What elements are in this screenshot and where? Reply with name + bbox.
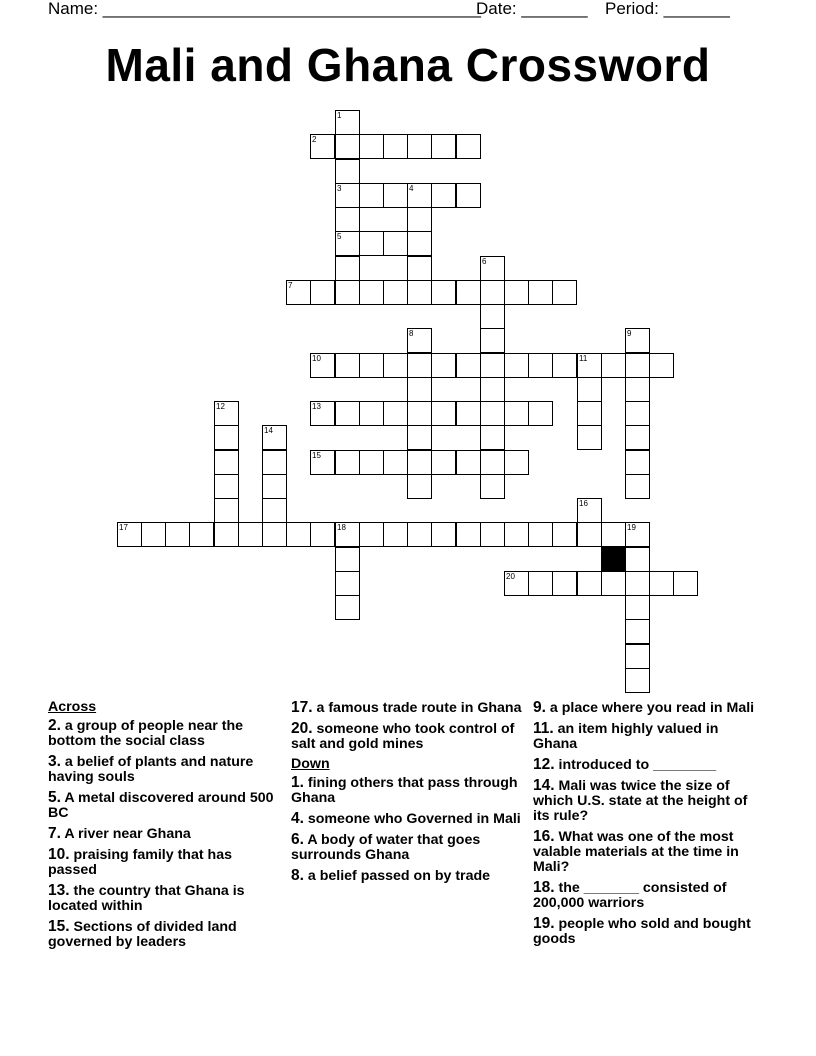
page-title: Mali and Ghana Crossword (105, 39, 711, 91)
crossword-cell[interactable] (577, 571, 602, 596)
clue-item-number: 10. (48, 846, 70, 863)
clue-item-number: 7. (48, 825, 61, 842)
crossword-cell[interactable] (214, 522, 239, 547)
crossword-cell[interactable] (577, 425, 602, 450)
crossword-cell[interactable] (189, 522, 214, 547)
crossword-cell[interactable] (625, 644, 650, 669)
crossword-cell[interactable] (480, 474, 505, 499)
clue-item (291, 868, 523, 884)
crossword-cell[interactable] (335, 134, 360, 159)
crossword-cell[interactable] (431, 280, 456, 305)
clue-item-text: Sections of divided land governed by leaders (48, 919, 237, 950)
clue-column-3 (533, 700, 765, 952)
crossword-cell[interactable] (335, 231, 360, 256)
crossword-cell[interactable] (383, 401, 408, 426)
crossword-cell[interactable] (480, 450, 505, 475)
clue-item-number: 1. (291, 774, 304, 791)
crossword-cell[interactable] (625, 668, 650, 693)
clue-number: 2 (312, 135, 317, 144)
crossword-cell[interactable] (214, 401, 239, 426)
crossword-cell[interactable] (625, 353, 650, 378)
clue-item-text: the _______ consisted of 200,000 warriors (533, 880, 727, 911)
clue-item-text: A river near Ghana (60, 826, 191, 842)
clue-item (533, 778, 765, 824)
crossword-cell[interactable] (407, 183, 432, 208)
crossword-cell[interactable] (625, 619, 650, 644)
crossword-cell[interactable] (407, 522, 432, 547)
crossword-cell[interactable] (262, 474, 287, 499)
clue-item (533, 757, 765, 773)
clue-item-number: 5. (48, 789, 61, 806)
crossword-cell[interactable] (359, 183, 384, 208)
crossword-cell[interactable] (601, 522, 626, 547)
clue-item-number: 12. (533, 756, 555, 773)
crossword-cell[interactable] (335, 207, 360, 232)
crossword-cell[interactable] (335, 183, 360, 208)
crossword-cell[interactable] (214, 474, 239, 499)
crossword-cell[interactable] (383, 280, 408, 305)
clue-item-text: What was one of the most valable materials at the time in Mali? (533, 829, 739, 875)
clue-item-number: 17. (291, 699, 313, 716)
crossword-cell[interactable] (310, 134, 335, 159)
date-field[interactable]: Date: _______ (476, 0, 588, 18)
crossword-cell[interactable] (335, 159, 360, 184)
crossword-cell[interactable] (431, 522, 456, 547)
crossword-cell[interactable] (214, 498, 239, 523)
crossword-cell[interactable] (456, 450, 481, 475)
clue-number: 8 (409, 329, 414, 338)
crossword-cell[interactable] (504, 353, 529, 378)
crossword-cell[interactable] (359, 522, 384, 547)
crossword-cell[interactable] (456, 134, 481, 159)
crossword-cell[interactable] (504, 522, 529, 547)
clue-number: 13 (312, 402, 321, 411)
clue-item-text: a place where you read in Mali (545, 700, 755, 716)
crossword-cell[interactable] (262, 425, 287, 450)
crossword-cell[interactable] (480, 377, 505, 402)
crossword-cell[interactable] (359, 450, 384, 475)
crossword-cell[interactable] (286, 522, 311, 547)
crossword-cell[interactable] (383, 231, 408, 256)
clue-number: 7 (288, 281, 293, 290)
crossword-cell[interactable] (480, 401, 505, 426)
clue-item-number: 16. (533, 828, 555, 845)
clue-item-text: the country that Ghana is located within (48, 883, 245, 914)
crossword-cell[interactable] (480, 353, 505, 378)
crossword-cell[interactable] (480, 256, 505, 281)
crossword-cell[interactable] (601, 571, 626, 596)
crossword-cell[interactable] (577, 377, 602, 402)
crossword-cell[interactable] (383, 183, 408, 208)
crossword-cell[interactable] (310, 522, 335, 547)
crossword-cell[interactable] (383, 450, 408, 475)
clue-column-1 (48, 700, 280, 955)
crossword-cell[interactable] (335, 571, 360, 596)
crossword-cell[interactable] (552, 522, 577, 547)
crossword-cell[interactable] (504, 280, 529, 305)
crossword-cell[interactable] (577, 522, 602, 547)
crossword-cell[interactable] (383, 522, 408, 547)
clue-item-text: fining others that pass through Ghana (291, 775, 518, 806)
crossword-cell[interactable] (456, 353, 481, 378)
clue-item-text: introduced to ________ (554, 757, 717, 773)
clue-number: 15 (312, 451, 321, 460)
crossword-cell[interactable] (625, 425, 650, 450)
crossword-cell[interactable] (359, 231, 384, 256)
clue-item-text: A metal discovered around 500 BC (48, 790, 274, 821)
across-heading: Across (48, 699, 97, 715)
crossword-cell[interactable] (214, 450, 239, 475)
clue-item (48, 790, 280, 821)
crossword-cell[interactable] (335, 256, 360, 281)
crossword-cell[interactable] (310, 401, 335, 426)
clue-item-text: people who sold and bought goods (533, 916, 751, 947)
crossword-cell[interactable] (359, 401, 384, 426)
crossword-cell[interactable] (117, 522, 142, 547)
crossword-cell[interactable] (407, 401, 432, 426)
crossword-cell[interactable] (407, 474, 432, 499)
crossword-cell[interactable] (262, 522, 287, 547)
clue-item (291, 721, 523, 752)
crossword-cell[interactable] (335, 522, 360, 547)
crossword-cell[interactable] (407, 280, 432, 305)
crossword-cell[interactable] (165, 522, 190, 547)
crossword-cell[interactable] (625, 522, 650, 547)
crossword-cell[interactable] (407, 353, 432, 378)
down-heading: Down (291, 756, 330, 772)
clue-number: 6 (482, 257, 487, 266)
crossword-cell[interactable] (480, 425, 505, 450)
crossword-cell[interactable] (407, 425, 432, 450)
clue-item (48, 847, 280, 878)
clue-item-text: praising family that has passed (48, 847, 232, 878)
crossword-cell[interactable] (480, 328, 505, 353)
clue-item (533, 916, 765, 947)
crossword-cell[interactable] (431, 183, 456, 208)
clue-item (533, 829, 765, 875)
crossword-cell[interactable] (335, 353, 360, 378)
clue-item-number: 3. (48, 753, 61, 770)
clue-column-2 (291, 700, 523, 889)
clue-item (533, 700, 765, 716)
crossword-cell[interactable] (431, 450, 456, 475)
crossword-cell[interactable] (456, 522, 481, 547)
clue-item-number: 6. (291, 831, 304, 848)
clue-item (48, 919, 280, 950)
crossword-cell[interactable] (480, 522, 505, 547)
clue-item (533, 880, 765, 911)
crossword-cell[interactable] (625, 595, 650, 620)
clue-item-text: an item highly valued in Ghana (533, 721, 719, 752)
crossword-cell[interactable] (577, 498, 602, 523)
clue-item (48, 754, 280, 785)
crossword-cell[interactable] (310, 353, 335, 378)
crossword-cell[interactable] (335, 450, 360, 475)
crossword-cell[interactable] (335, 110, 360, 135)
crossword-cell[interactable] (359, 134, 384, 159)
crossword-cell[interactable] (407, 328, 432, 353)
clue-item-number: 19. (533, 915, 555, 932)
clue-number: 11 (579, 354, 588, 363)
clue-item-text: someone who took control of salt and gold mines (291, 721, 515, 752)
crossword-cell[interactable] (528, 522, 553, 547)
clue-item (291, 775, 523, 806)
clue-item-number: 4. (291, 810, 304, 827)
crossword-cell[interactable] (262, 498, 287, 523)
crossword-cell[interactable] (262, 450, 287, 475)
clue-item-text: Mali was twice the size of which U.S. state at the height of its rule? (533, 778, 748, 824)
clue-item-text: a group of people near the bottom the social class (48, 718, 244, 749)
clue-item-number: 2. (48, 717, 61, 734)
crossword-cell[interactable] (407, 207, 432, 232)
crossword-cell[interactable] (335, 401, 360, 426)
clue-item (533, 721, 765, 752)
crossword-cell[interactable] (552, 571, 577, 596)
crossword-cell[interactable] (504, 571, 529, 596)
clue-item (48, 826, 280, 842)
clue-item-number: 8. (291, 867, 304, 884)
crossword-cell[interactable] (504, 450, 529, 475)
clue-number: 10 (312, 354, 321, 363)
clue-item (48, 718, 280, 749)
clue-item-number: 9. (533, 699, 546, 716)
crossword-cell[interactable] (383, 134, 408, 159)
clue-item (291, 700, 523, 716)
clue-item-text: a belief of plants and nature having souls (48, 754, 254, 785)
clue-item-number: 11. (533, 720, 554, 737)
clue-item-number: 14. (533, 777, 555, 794)
crossword-cell[interactable] (286, 280, 311, 305)
clue-number: 14 (264, 426, 273, 435)
crossword-cell[interactable] (625, 401, 650, 426)
crossword-cell[interactable] (552, 353, 577, 378)
crossword-cell[interactable] (528, 401, 553, 426)
crossword-cell[interactable] (214, 425, 239, 450)
crossword-cell[interactable] (407, 231, 432, 256)
clue-number: 12 (216, 402, 225, 411)
clue-item-text: A body of water that goes surrounds Ghana (291, 832, 481, 863)
clue-item (48, 883, 280, 914)
crossword-cell[interactable] (480, 280, 505, 305)
crossword-cell[interactable] (141, 522, 166, 547)
crossword-cell[interactable] (528, 571, 553, 596)
crossword-cell[interactable] (431, 401, 456, 426)
clue-number: 1 (337, 111, 342, 120)
clue-item-text: a belief passed on by trade (303, 868, 491, 884)
clue-item (291, 811, 523, 827)
crossword-cell[interactable] (407, 134, 432, 159)
crossword-cell[interactable] (407, 377, 432, 402)
clue-item-text: someone who Governed in Mali (303, 811, 521, 827)
crossword-cell[interactable] (625, 377, 650, 402)
crossword-cell[interactable] (528, 353, 553, 378)
clue-number: 19 (627, 523, 636, 532)
crossword-cell[interactable] (310, 280, 335, 305)
crossword-cell[interactable] (407, 450, 432, 475)
crossword-cell[interactable] (310, 450, 335, 475)
clue-number: 4 (409, 184, 414, 193)
crossword-cell[interactable] (407, 256, 432, 281)
clue-item-number: 18. (533, 879, 555, 896)
crossword-cell[interactable] (504, 401, 529, 426)
crossword-cell[interactable] (335, 280, 360, 305)
crossword-cell[interactable] (625, 547, 650, 572)
clue-number: 5 (337, 232, 342, 241)
clue-number: 3 (337, 184, 342, 193)
clue-number: 16 (579, 499, 588, 508)
crossword-cell[interactable] (383, 353, 408, 378)
crossword-cell[interactable] (431, 353, 456, 378)
clue-number: 18 (337, 523, 346, 532)
name-field[interactable]: Name: ________________________________________ (48, 0, 481, 18)
clue-number: 17 (119, 523, 128, 532)
crossword-block-cell (601, 547, 626, 572)
clue-item-number: 15. (48, 918, 70, 935)
crossword-cell[interactable] (577, 353, 602, 378)
crossword-cell[interactable] (359, 353, 384, 378)
period-field[interactable]: Period: _______ (605, 0, 730, 18)
crossword-cell[interactable] (649, 353, 674, 378)
clue-number: 9 (627, 329, 632, 338)
crossword-cell[interactable] (625, 571, 650, 596)
crossword-cell[interactable] (431, 134, 456, 159)
crossword-cell[interactable] (335, 547, 360, 572)
crossword-cell[interactable] (625, 474, 650, 499)
crossword-cell[interactable] (601, 353, 626, 378)
clue-number: 20 (506, 572, 515, 581)
crossword-cell[interactable] (359, 280, 384, 305)
clue-item (291, 832, 523, 863)
crossword-cell[interactable] (480, 304, 505, 329)
crossword-cell[interactable] (552, 280, 577, 305)
clue-item-number: 13. (48, 882, 70, 899)
crossword-cell[interactable] (238, 522, 263, 547)
crossword-cell[interactable] (528, 280, 553, 305)
clue-item-number: 20. (291, 720, 313, 737)
crossword-cell[interactable] (577, 401, 602, 426)
crossword-cell[interactable] (456, 280, 481, 305)
crossword-cell[interactable] (456, 183, 481, 208)
crossword-cell[interactable] (673, 571, 698, 596)
clue-item-text: a famous trade route in Ghana (312, 700, 522, 716)
crossword-cell[interactable] (625, 450, 650, 475)
crossword-cell[interactable] (625, 328, 650, 353)
crossword-cell[interactable] (649, 571, 674, 596)
crossword-cell[interactable] (335, 595, 360, 620)
crossword-cell[interactable] (456, 401, 481, 426)
